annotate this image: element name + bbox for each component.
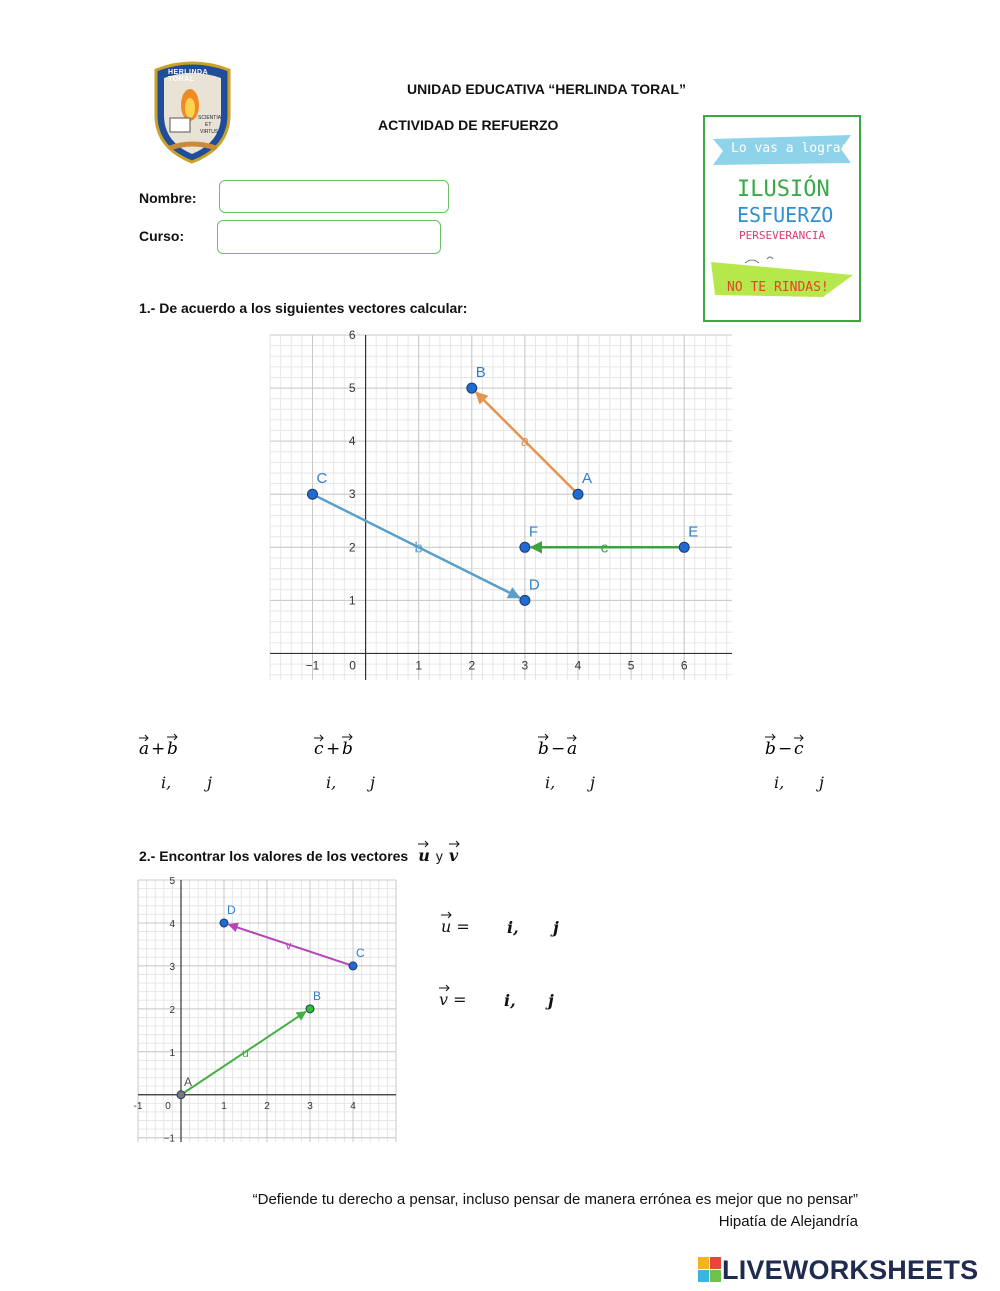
- u-j: j: [553, 918, 559, 937]
- point-label-D: D: [227, 902, 236, 917]
- answer-3-j: j: [590, 773, 595, 792]
- point-label-A: A: [184, 1074, 193, 1089]
- school-logo: [150, 60, 235, 165]
- x-tick-label: 1: [415, 658, 423, 673]
- v-j: j: [548, 991, 554, 1010]
- q2-u-letter: u: [418, 846, 430, 865]
- point-label-F: F: [528, 523, 539, 541]
- point-B: [306, 1005, 314, 1013]
- point-label-C: C: [356, 945, 365, 960]
- quote-text: “Defiende tu derecho a pensar, incluso pensar de manera errónea es mejor que no pensar”: [252, 1191, 858, 1208]
- point-C: [349, 962, 357, 970]
- logo-text-top: HERLINDA TORAL: [168, 69, 208, 83]
- point-label-E: E: [688, 523, 699, 541]
- vector-label-b: b: [414, 539, 423, 557]
- point-label-B: B: [313, 988, 322, 1003]
- x-tick-label: 4: [350, 1100, 356, 1112]
- v-i: i,: [504, 991, 516, 1010]
- svg-text:b: b: [538, 739, 549, 759]
- y-tick-label: 2: [348, 540, 356, 555]
- x-tick-label: 3: [521, 658, 529, 673]
- svg-text:b: b: [167, 739, 178, 759]
- svg-text:a: a: [567, 739, 578, 759]
- svg-text:c: c: [314, 739, 324, 759]
- poster-line-1: Lo vas a lograr: [731, 141, 849, 156]
- answer-1-i: i,: [161, 773, 172, 792]
- point-label-D: D: [528, 576, 540, 594]
- q2-title: [139, 846, 458, 865]
- activity-title: ACTIVIDAD DE REFUERZO: [378, 117, 559, 133]
- q2-v-letter: v: [448, 846, 459, 865]
- svg-text:b: b: [342, 739, 353, 759]
- x-tick-label: 4: [574, 658, 582, 673]
- svg-text:−: −: [551, 739, 566, 759]
- vector-chart-1: [270, 328, 732, 680]
- x-tick-label: 2: [264, 1100, 270, 1112]
- logo-motto-1: SCIENTIA: [198, 115, 222, 121]
- poster-line-5: NO TE RINDAS!: [727, 280, 829, 295]
- q2-v-symbol: [449, 846, 458, 865]
- y-tick-label: 4: [169, 918, 175, 930]
- x-tick-label: 1: [221, 1100, 227, 1112]
- u-eq-label: u =: [441, 917, 470, 936]
- svg-text:b: b: [765, 739, 776, 759]
- svg-text:+: +: [151, 739, 166, 759]
- quote-author: Hipatía de Alejandría: [718, 1213, 858, 1230]
- x-tick-label: −1: [305, 658, 320, 673]
- x-tick-label: 0: [349, 658, 356, 673]
- u-equation: [441, 917, 470, 936]
- liveworksheets-logo: [698, 1254, 978, 1286]
- x-tick-label: 0: [165, 1100, 171, 1112]
- x-tick-label: 2: [468, 658, 476, 673]
- op-b-minus-c: [763, 734, 809, 767]
- y-tick-label: 6: [348, 328, 356, 342]
- point-E: [679, 542, 689, 552]
- answer-2-j: j: [370, 773, 375, 792]
- point-A: [177, 1091, 185, 1099]
- op-a-plus-b: [137, 734, 183, 767]
- q1-title: 1.- De acuerdo a los siguientes vectores calcular:: [139, 300, 468, 316]
- y-tick-label: 3: [169, 961, 175, 973]
- answer-4-i: i,: [774, 773, 785, 792]
- poster-line-4: PERSEVERANCIA: [739, 229, 826, 242]
- point-A: [573, 489, 583, 499]
- vector-chart-2: [133, 876, 396, 1145]
- liveworksheets-wordmark: LIVEWORKSHEETS: [722, 1254, 979, 1285]
- course-label: Curso:: [139, 228, 185, 244]
- op-c-plus-b: [312, 734, 358, 767]
- vector-label-v: v: [285, 938, 292, 953]
- course-input[interactable]: [217, 220, 441, 254]
- y-tick-label: 3: [348, 487, 356, 502]
- point-F: [520, 542, 530, 552]
- poster-line-2: ILUSIÓN: [737, 177, 830, 202]
- name-input[interactable]: [219, 180, 449, 213]
- x-tick-label: 6: [680, 658, 688, 673]
- y-tick-label: −1: [163, 1133, 175, 1145]
- op-b-minus-a: [536, 734, 582, 767]
- point-D: [520, 595, 530, 605]
- y-tick-label: 1: [169, 1047, 175, 1059]
- vector-label-u: u: [242, 1045, 249, 1060]
- point-label-B: B: [475, 364, 486, 382]
- vector-label-a: a: [520, 433, 530, 451]
- point-C: [307, 489, 317, 499]
- q2-and: y: [435, 848, 443, 864]
- x-tick-label: -1: [133, 1100, 143, 1112]
- v-eq-label: v =: [439, 990, 467, 1009]
- answer-3-i: i,: [545, 773, 556, 792]
- svg-text:+: +: [326, 739, 341, 759]
- svg-text:c: c: [794, 739, 804, 759]
- answer-1-j: j: [207, 773, 212, 792]
- x-tick-label: 3: [307, 1100, 313, 1112]
- name-label: Nombre:: [139, 190, 197, 206]
- school-name: UNIDAD EDUCATIVA “HERLINDA TORAL”: [407, 81, 686, 97]
- svg-text:−: −: [778, 739, 793, 759]
- u-i: i,: [507, 918, 519, 937]
- logo-motto-3: VIRTUS: [200, 129, 219, 135]
- poster-line-3: ESFUERZO: [737, 203, 834, 227]
- point-label-A: A: [582, 470, 593, 488]
- svg-text:a: a: [139, 739, 150, 759]
- answer-4-j: j: [819, 773, 824, 792]
- y-tick-label: 1: [348, 593, 356, 608]
- answer-2-i: i,: [326, 773, 337, 792]
- v-equation: [439, 990, 467, 1009]
- x-tick-label: 5: [627, 658, 635, 673]
- y-tick-label: 5: [348, 381, 356, 396]
- logo-motto-2: ET: [205, 122, 212, 128]
- point-D: [220, 919, 228, 927]
- vector-label-c: c: [600, 539, 609, 557]
- y-tick-label: 2: [169, 1004, 175, 1016]
- y-tick-label: 4: [348, 434, 356, 449]
- y-tick-label: 5: [169, 876, 175, 887]
- point-label-C: C: [316, 470, 328, 488]
- point-B: [467, 383, 477, 393]
- motivation-poster: [703, 115, 861, 322]
- liveworksheets-icon: [698, 1257, 722, 1283]
- q2-u-symbol: [414, 846, 430, 865]
- q2-title-text: 2.- Encontrar los valores de los vectores: [139, 848, 409, 864]
